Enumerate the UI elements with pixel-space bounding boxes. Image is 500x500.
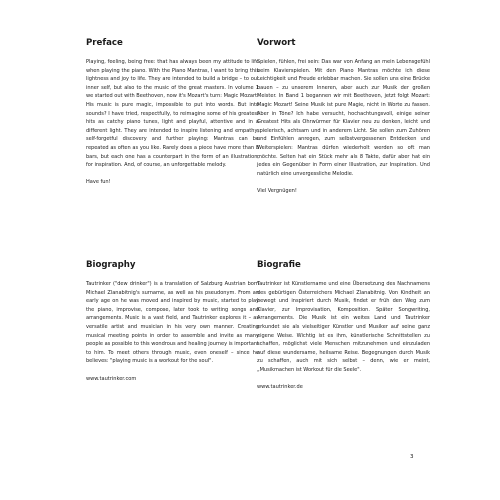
preface-closing: Have fun! [86, 179, 111, 186]
vorwort-closing: Viel Vergnügen! [257, 187, 297, 194]
preface-paragraph: Playing, feeling, being free: that has always been my attitude to life when playing the piano. With the Piano Mantras, I want to bring this lightness and joy to life. They are intended to build a bridge – to our inner self, but also to the music of the great masters. In volume 1 we started out with Beethoven, now it's Mozart's turn: Magic Mozart! His music is pure magic, impossible to put into words. But into sounds? I have tried, respectfully, to reimagine some of his greatest hits as catchy piano tunes, light and playful, attentive and in a different light. They are intended to inspire listening and empathy, self-forgetful discovery and further playing: Mantras can be repeated as often as you like. Rarely does a piece have more than 8 bars, but each one has a counterpart in the form of an illustration, for inspiration. And, of course, an unforgettable melody. [86, 59, 260, 169]
biography-heading: Biography [86, 260, 136, 270]
vorwort-heading: Vorwort [257, 38, 296, 48]
biography-website-link[interactable]: www.tautrinker.com [86, 375, 137, 382]
biography-section [86, 260, 259, 383]
page-number: 3 [410, 454, 414, 460]
biography-paragraph: Tautrinker ("dew drinker") is a translation of Salzburg Austrian born Michael Zlanabitnig's surname, as well as his pseudonym. From an early age on he was moved and inspired by music, started to play the piano, improvise, compose, later took to writing songs and arrangements. Music is a vast field, and Tautrinker explores it – as versatile artist and musician in his very own manner. Creating musical meeting points in order to assemble and invite as many people as possible to this wondrous and healing journey is important to him. To meet others through music, even oneself – since he believes: "playing music is a workout for the soul". [86, 281, 259, 365]
biografie-website-link[interactable]: www.tautrinker.de [257, 384, 303, 391]
biografie-heading: Biografie [257, 260, 301, 270]
biografie-section [257, 260, 430, 392]
preface-section [86, 38, 259, 187]
vorwort-section [257, 38, 430, 196]
biografie-paragraph: Tautrinker ist Künstlername und eine Übersetzung des Nachnamens des gebürtigen Österreichers Michael Zlanabitnig. Von Kindheit an bewegt und inspiriert durch Musik, findet er früh den Weg zum Klavier, zur Improvisation, Komposition. Später Songwriting, Arrangements. Die Musik ist ein weites Land und Tautrinker erkundet sie als vielseitiger Künstler und Musiker auf seine ganz eigene Weise. Wichtig ist es ihm, künstlerische Schnittstellen zu schaffen, möglichst viele Menschen mitzunehmen und einzuladen auf diese wundersame, heilsame Reise. Begegnungen durch Musik zu schaffen, auch mit sich selbst – denn, wie er meint, „Musikmachen ist Workout für die Seele". [257, 281, 430, 373]
vorwort-paragraph: Spielen, fühlen, frei sein: Das war von Anfang an mein Lebensgefühl beim Klavierspielen. Mit den Piano Mantras möchte ich diese Leichtigkeit und Freude erlebbar machen. Sie sollen uns eine Brücke bauen – zu unserem Inneren, aber auch zur Musik der großen Meister. In Band 1 begannen wir mit Beethoven, jetzt folgt Mozart: Magic Mozart! Seine Musik ist pure Magie, nicht in Worte zu fassen. Aber in Töne? Ich habe versucht, hochachtungsvoll, einige seiner Greatest Hits als Ohrwürmer für Klavier neu zu denken, leicht und spielerisch, achtsam und in anderem Licht. Sie sollen zum Zuhören und Einfühlen anregen, zum selbstvergessenen Entdecken und Weiterspielen: Mantras dürfen wiederholt werden so oft man möchte. Selten hat ein Stück mehr als 8 Takte, dafür aber hat ein jedes ein Gegenüber in Form einer Illustration, zur Inspiration. Und natürlich eine unvergessliche Melodie. [257, 59, 430, 177]
preface-heading: Preface [86, 38, 123, 48]
